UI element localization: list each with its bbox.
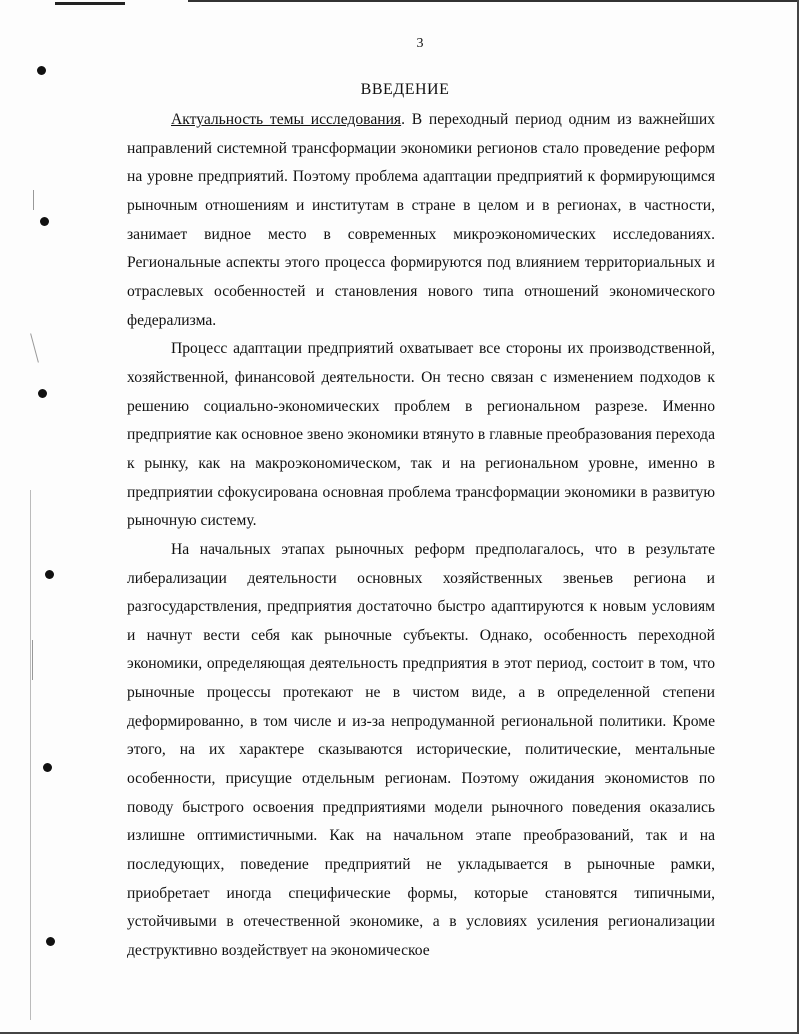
scan-artifact-scratch [33,190,34,210]
binder-hole-mark [37,66,46,75]
binder-hole-mark [46,937,55,946]
relevance-text: . В переходный период одним из важнейших направлений системной трансформации экономики регионов стало проведение реформ на уровне предприятий. Поэтому проблема адаптации предприятий к формирующимся рыночным отношениям и институтам в стране в целом и в регионах, в частности, занимает видное место в современных микроэкономических исследованиях. Региональные аспекты этого процесса формируются под влиянием территориальных и отраслевых особенностей и становления нового типа отношений экономического федерализма. [127,111,715,329]
scan-artifact-edge [30,490,31,1020]
scan-artifact-line [188,0,799,2]
scan-artifact-scratch [32,640,33,680]
page-number: 3 [416,36,424,51]
paragraph-relevance [127,106,715,335]
paragraph-initial-stages: На начальных этапах рыночных реформ предполагалось, что в результате либерализации деятельности основных хозяйственных звеньев региона и разгосударствления, предприятия достаточно быстро адаптируются к новым условиям и начнут вести себя как рыночные субъекты. Однако, особенность переходной экономики, определяющая деятельность предприятия в этот период, состоит в том, что рыночные процессы протекают не в чистом виде, а в определенной степени деформированно, в том числе и из-за непродуманной региональной политики. Кроме этого, на их характере сказываются исторические, политические, ментальные особенности, присущие отдельным регионам. Поэтому ожидания экономистов по поводу быстрого освоения предприятиями модели рыночного поведения оказались излишне оптимистичными. Как на начальном этапе преобразований, так и на последующих, поведение предприятий не укладывается в рыночные рамки, приобретает иногда специфические формы, которые становятся типичными, устойчивыми в отечественной экономике, а в условиях усиления регионализации деструктивно воздействует на экономическое [127,540,715,960]
page-title: ВВЕДЕНИЕ [360,81,450,98]
binder-hole-mark [43,763,52,772]
binder-hole-mark [38,389,47,398]
paragraph-adaptation: Процесс адаптации предприятий охватывает все стороны их производственной, хозяйственной, финансовой деятельности. Он тесно связан с изменением подходов к решению социально-экономических проблем в региональном разрезе. Именно предприятие как основное звено экономики втянуто в главные преобразования перехода к рынку, как на макроэкономическом, так и на региональном уровне, именно в предприятии сфокусирована основная проблема трансформации экономики в развитую рыночную систему. [127,340,715,530]
binder-hole-mark [45,570,54,579]
binder-hole-mark [40,217,49,226]
body-text [127,106,715,966]
scan-artifact-scratch [30,333,39,362]
scan-artifact-line [55,2,125,5]
relevance-lead: Актуальность темы исследования [171,111,402,128]
